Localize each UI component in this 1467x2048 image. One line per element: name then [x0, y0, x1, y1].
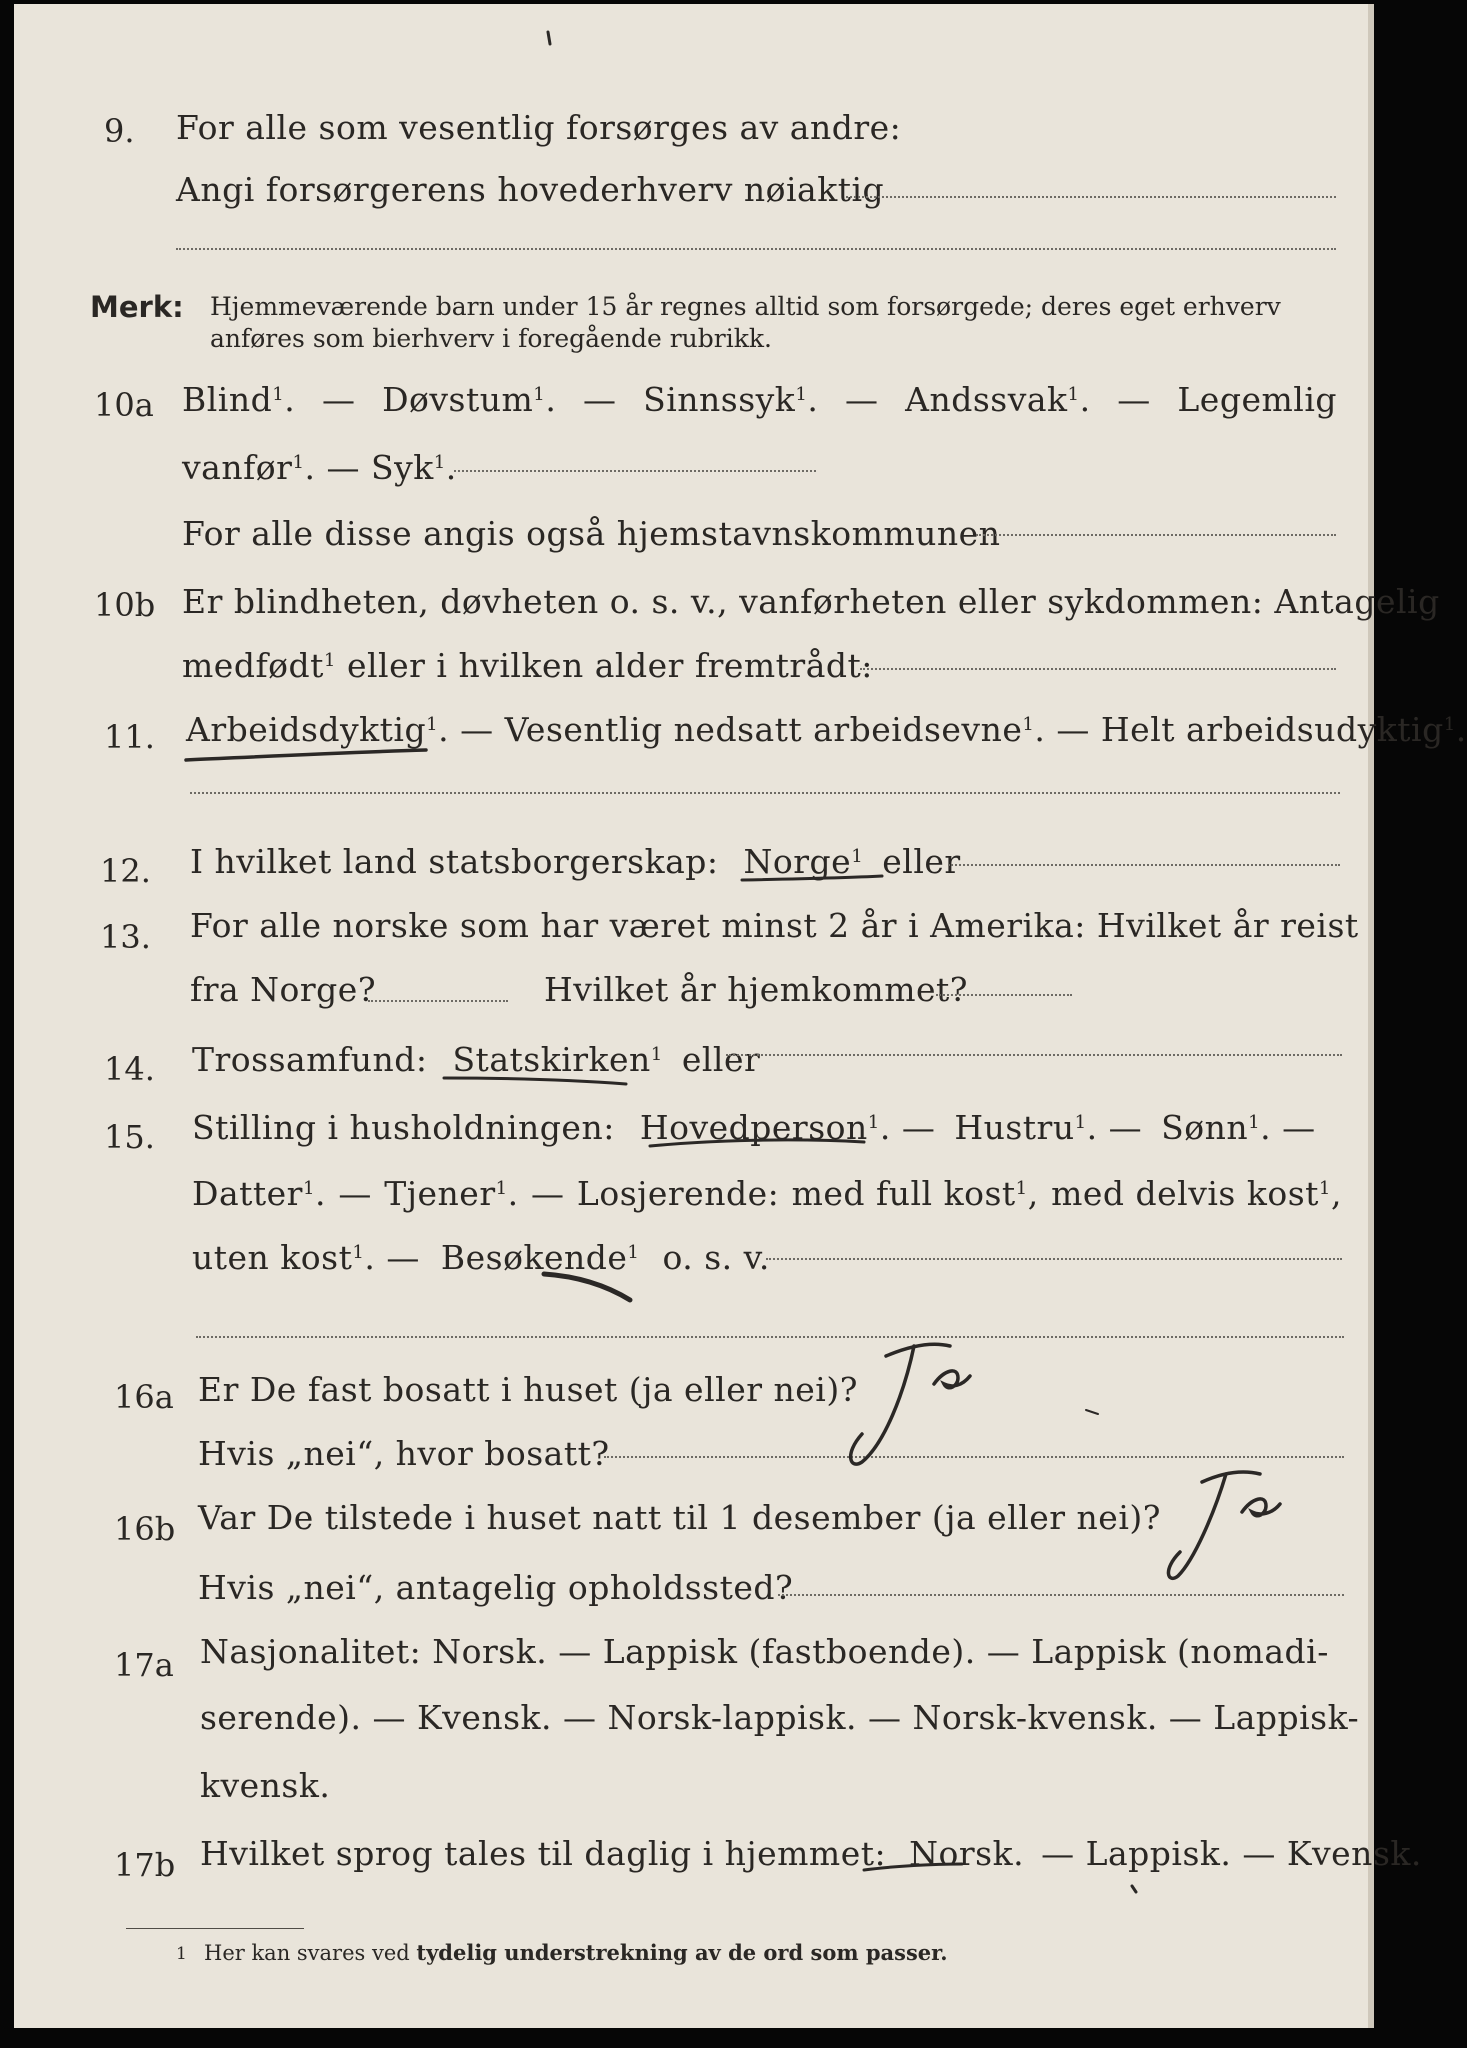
q11-number: 11. [104, 718, 155, 756]
q17b-line [200, 1834, 1422, 1873]
dash: — [460, 710, 494, 749]
q16b-line2: Hvis „nei“, antagelig opholdssted? [198, 1568, 794, 1607]
dash: — [901, 1108, 936, 1147]
footnote-text [204, 1940, 948, 1965]
q17b-rest: — Lappisk. — Kvensk. [1041, 1834, 1422, 1873]
q15-line3 [192, 1238, 770, 1277]
option-medfodt[interactable]: medfødt$^1$ [182, 646, 336, 685]
handwritten-ja-16b [1168, 1472, 1280, 1578]
q10a-line3: For alle disse angis også hjemstavnskommunen [182, 514, 1001, 553]
q17a-number: 17a [114, 1646, 174, 1684]
q10b-line2-rest: eller i hvilken alder fremtrådt: [346, 646, 873, 685]
q11-options [186, 710, 1467, 749]
q13-line2a: fra Norge? [190, 970, 377, 1009]
option-legemlig[interactable]: Legemlig [1177, 380, 1337, 419]
q10a-line2 [182, 448, 457, 487]
q10b-answer-field[interactable] [860, 668, 1336, 670]
q10a-number: 10a [94, 386, 154, 424]
q15-line1 [192, 1108, 1316, 1147]
q9-line2: Angi forsørgerens hovederhverv nøiaktig [176, 170, 885, 209]
option-hovedperson[interactable]: Hovedperson$^1$. [639, 1108, 891, 1147]
q13-reist-field[interactable] [368, 1000, 508, 1002]
underline-arbeidsdyktig [186, 750, 426, 760]
q9-answer-field[interactable] [846, 196, 1336, 198]
q12-answer-field[interactable] [948, 864, 1340, 866]
q9-number: 9. [104, 112, 135, 150]
q13-line2b: Hvilket år hjemkommet? [544, 970, 968, 1009]
option-full-kost[interactable]: med full kost$^1$, [791, 1174, 1039, 1213]
q9-answer-field-2[interactable] [176, 248, 1336, 250]
merk-line2: anføres som bierhverv i foregående rubrikk. [210, 324, 772, 353]
option-vanfor[interactable]: vanfør$^1$. [182, 448, 316, 487]
merk-label: Merk: [90, 290, 184, 324]
handwritten-ja-16a [851, 1344, 970, 1464]
dash: — [1108, 1108, 1143, 1147]
option-arbeidsdyktig[interactable]: Arbeidsdyktig$^1$. [186, 710, 450, 749]
footnote-bold: tydelig understrekning av de ord som passer. [416, 1940, 948, 1965]
q12-eller: eller [882, 842, 961, 881]
q14-answer-field[interactable] [726, 1054, 1342, 1056]
q10a-hjemstavn-field[interactable] [976, 534, 1336, 536]
option-sonn[interactable]: Sønn$^1$. [1161, 1108, 1272, 1147]
option-sinnssyk[interactable]: Sinnssyk$^1$. [643, 380, 819, 419]
option-datter[interactable]: Datter$^1$. [192, 1174, 327, 1213]
option-norsk[interactable]: Norsk. [909, 1834, 1025, 1873]
q16a-answer-field[interactable] [604, 1456, 1344, 1458]
q15-line2 [192, 1174, 1342, 1213]
q10b-number: 10b [94, 586, 156, 624]
q17a-line3: kvensk. [200, 1766, 331, 1805]
q16a-line1: Er De fast bosatt i huset (ja eller nei)? [198, 1370, 858, 1409]
dash: — [531, 1174, 565, 1213]
dash: — [845, 380, 879, 419]
q15-answer-field-2[interactable] [196, 1336, 1344, 1338]
dash: — [326, 448, 360, 487]
option-vesentlig-nedsatt[interactable]: Vesentlig nedsatt arbeidsevne$^1$. [504, 710, 1046, 749]
q15-text: Stilling i husholdningen: [192, 1108, 615, 1147]
option-delvis-kost[interactable]: med delvis kost$^1$, [1051, 1174, 1342, 1213]
q15-number: 15. [104, 1118, 155, 1156]
q11-answer-field[interactable] [190, 792, 1340, 794]
dash: — [321, 380, 356, 419]
q16a-line2: Hvis „nei“, hvor bosatt? [198, 1434, 610, 1473]
q14-number: 14. [104, 1050, 155, 1088]
option-blind[interactable]: Blind$^1$. [182, 380, 296, 419]
q17b-number: 17b [114, 1846, 176, 1884]
dash: — [582, 380, 617, 419]
q12-text: I hvilket land statsborgerskap: [190, 842, 719, 881]
q13-hjemkommet-field[interactable] [936, 994, 1072, 996]
q10b-line1: Er blindheten, døvheten o. s. v., vanførheten eller sykdommen: Antagelig [182, 582, 1440, 621]
option-hustru[interactable]: Hustru$^1$. [954, 1108, 1098, 1147]
q16b-number: 16b [114, 1510, 176, 1548]
q17b-text: Hvilket sprog tales til daglig i hjemmet: [200, 1834, 887, 1873]
option-losjerende[interactable]: Losjerende: [576, 1174, 780, 1213]
q14-eller: eller [681, 1040, 761, 1079]
option-helt-udyktig[interactable]: Helt arbeidsudyktig$^1$. [1100, 710, 1467, 749]
q16a-number: 16a [114, 1378, 174, 1416]
q15-osv: o. s. v. [662, 1238, 770, 1277]
q16a-handwritten-answer [892, 1474, 893, 1475]
footnote-rule [126, 1928, 304, 1929]
q17a-line1: Nasjonalitet: Norsk. — Lappisk (fastboende). — Lappisk (nomadi- [200, 1632, 1329, 1671]
option-statskirken[interactable]: Statskirken$^1$ [452, 1040, 663, 1079]
q14-text: Trossamfund: [192, 1040, 428, 1079]
footnote-plain: Her kan svares ved [204, 1941, 410, 1965]
q10a-line1 [182, 380, 1337, 419]
footnote-mark: 1 [176, 1944, 187, 1964]
dash: — [1056, 710, 1090, 749]
q9-line1: For alle som vesentlig forsørges av andre: [176, 108, 902, 147]
q14-line [192, 1040, 760, 1079]
q13-number: 13. [100, 918, 151, 956]
option-uten-kost[interactable]: uten kost$^1$. [192, 1238, 376, 1277]
dash: — [338, 1174, 372, 1213]
census-form-page [14, 4, 1467, 2028]
q16b-handwritten-answer [1204, 1600, 1205, 1601]
q16b-line1: Var De tilstede i huset natt til 1 desember (ja eller nei)? [198, 1498, 1161, 1537]
q16b-answer-field[interactable] [778, 1594, 1344, 1596]
option-dovstum[interactable]: Døvstum$^1$. [382, 380, 557, 419]
option-andssvak[interactable]: Andssvak$^1$. [905, 380, 1091, 419]
dash: — [1117, 380, 1151, 419]
option-syk[interactable]: Syk$^1$. [370, 448, 457, 487]
q17a-line2: serende). — Kvensk. — Norsk-lappisk. — Norsk-kvensk. — Lappisk- [200, 1698, 1360, 1737]
q13-line1: For alle norske som har været minst 2 år i Amerika: Hvilket år reist [190, 906, 1359, 945]
q15-answer-field[interactable] [766, 1258, 1342, 1260]
option-besokende[interactable]: Besøkende$^1$ [440, 1238, 640, 1277]
q10a-answer-field[interactable] [454, 470, 816, 472]
q10b-line2 [182, 646, 873, 685]
option-tjener[interactable]: Tjener$^1$. [384, 1174, 519, 1213]
merk-line1: Hjemmeværende barn under 15 år regnes alltid som forsørgede; deres eget erhverv [210, 292, 1281, 321]
q12-number: 12. [100, 852, 151, 890]
option-norge[interactable]: Norge$^1$ [743, 842, 864, 881]
dash: — [386, 1238, 420, 1277]
q12-line [190, 842, 961, 881]
dash: — [1282, 1108, 1316, 1147]
underline-besokende [544, 1274, 630, 1300]
